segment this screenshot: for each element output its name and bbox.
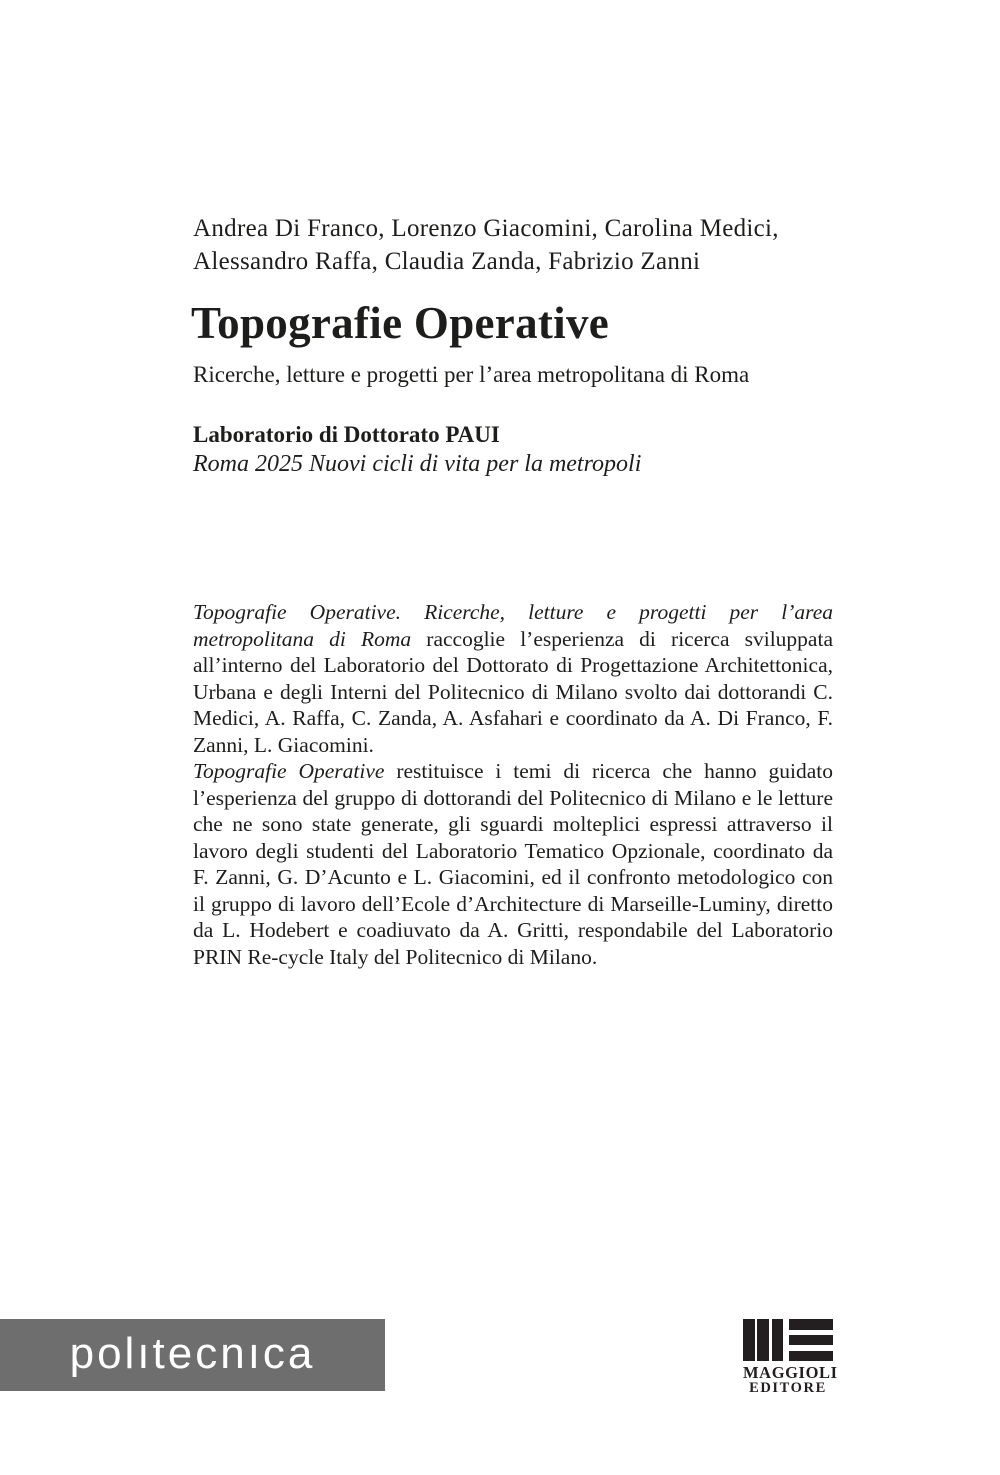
lab-theme: Roma 2025 Nuovi cicli di vita per la metropoli (193, 451, 642, 477)
editore-name: EDITORE (749, 1380, 827, 1396)
maggioli-editore-logo (743, 1319, 838, 1396)
maggioli-mark-bar (757, 1319, 769, 1361)
maggioli-name: MAGGIOLI (743, 1363, 838, 1382)
abstract-text (193, 599, 833, 970)
politecnica-logo (0, 1319, 385, 1391)
maggioli-mark-bar (772, 1319, 784, 1361)
lab-name: Laboratorio di Dottorato PAUI (193, 422, 500, 447)
maggioli-mark-e (789, 1319, 833, 1361)
maggioli-mark-bar (789, 1319, 833, 1330)
maggioli-mark-bar (743, 1319, 755, 1361)
maggioli-mark-bar (789, 1351, 833, 1362)
abstract-paragraph: Topografie Operative restituisce i temi di ricerca che hanno guidato l’esperienza del gruppo di dottorandi del Politecnico di Milano e le letture che ne sono state generate, gli sguardi molteplici espressi attraverso il lavoro degli studenti del Laboratorio Tematico Opzionale, coordinato da F. Zanni, G. D’Acunto e L. Giacomini, ed il confronto metodologico con il gruppo di lavoro dell’Ecole d’Architecture di Marseille-Luminy, diretto da L. Hodebert e coadiuvato da A. Gritti, respondabile del Laboratorio PRIN Re-cycle Italy del Politecnico di Milano. (193, 759, 833, 969)
book-subtitle: Ricerche, letture e progetti per l’area metropolitana di Roma (193, 362, 750, 387)
abstract-paragraph: Topografie Operative. Ricerche, letture e progetti per l’area metropolitana di Roma raccoglie l’esperienza di ricerca sviluppata all’interno del Laboratorio del Dottorato di Progettazione Architettonica, Urbana e degli Interni del Politecnico di Milano svolto dai dottorandi C. Medici, A. Raffa, C. Zanda, A. Asfahari e coordinato da A. Di Franco, F. Zanni, L. Giacomini. (193, 600, 833, 757)
page-title: Topografie Operative (191, 298, 610, 348)
maggioli-mark-bar (789, 1335, 833, 1346)
authors-line-1: Andrea Di Franco, Lorenzo Giacomini, Carolina Medici, (193, 215, 779, 242)
authors (193, 212, 853, 278)
authors-line-2: Alessandro Raffa, Claudia Zanda, Fabrizio Zanni (193, 248, 701, 275)
politecnica-logo-text: polıtecnıca (69, 1329, 316, 1378)
maggioli-me-monogram-icon (743, 1319, 833, 1361)
